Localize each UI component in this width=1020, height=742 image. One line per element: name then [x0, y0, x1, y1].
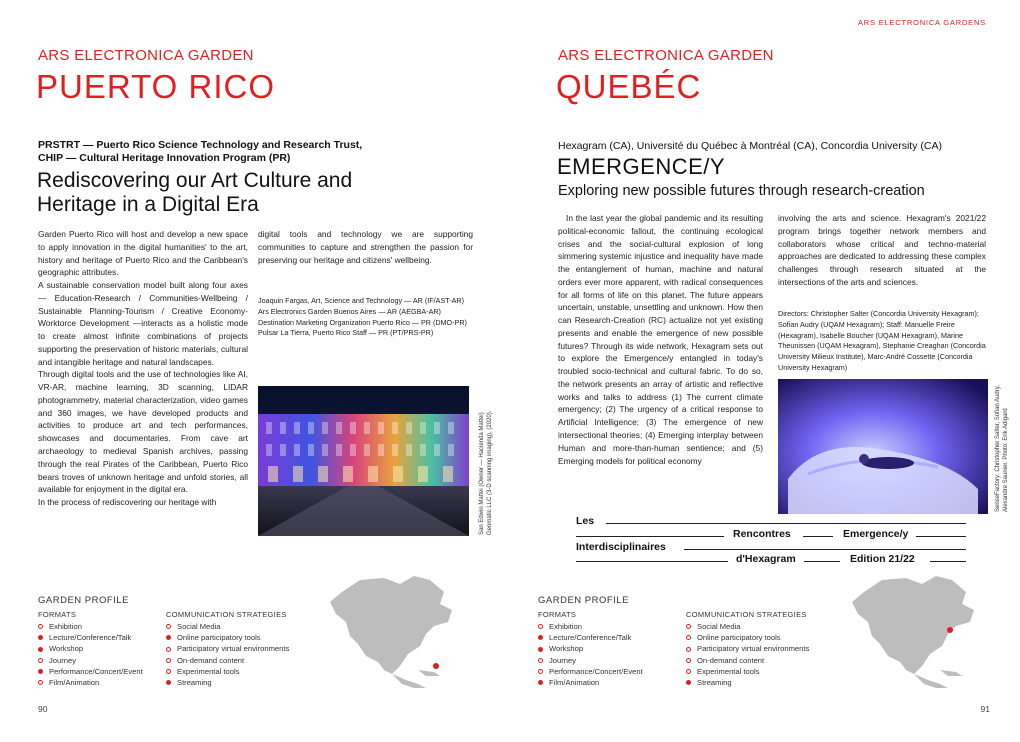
- rencontres-logo: [558, 513, 988, 571]
- logo-word: Interdisciplinaires: [576, 541, 666, 553]
- communication-section: [686, 610, 846, 688]
- body-paragraph: Through digital tools and the use of technologies like AI, VR-AR, machine learning, 3D scanning, LIDAR photogrammetry, material characterization, video games and 360 images, we have developed products and activities to produce art and tech performances, showcases and documentaries. From cave art archaeology to medieval Spanish archives, passing through the real Pirates of the Caribbean, Puerto Rico bears troves of unknown heritage and unfold stories, all available for enjoyment in the digital era.: [38, 369, 248, 495]
- logo-rule: [916, 536, 966, 537]
- comm-item: On-demand content: [686, 655, 846, 666]
- bullet-dot-icon: [38, 658, 43, 663]
- logo-word: Edition 21/22: [850, 553, 915, 565]
- credit-line: Destination Marketing Organization Puerto Rico — PR (DMO-PR): [258, 317, 467, 327]
- body-paragraph: digital tools and technology we are supporting communities to capture and strengthen the passion for preserving our heritage and citizens' wellbeing.: [258, 229, 473, 265]
- comm-item: Online participatory tools: [166, 632, 326, 643]
- format-item: Lecture/Conference/Talk: [538, 632, 658, 643]
- bullet-dot-icon: [38, 647, 43, 652]
- formats-list: [538, 621, 658, 688]
- body-column-1: [558, 212, 763, 467]
- page-number: 91: [980, 704, 990, 714]
- garden-title: QUEBÉC: [556, 68, 702, 105]
- format-item: Performance/Concert/Event: [38, 666, 158, 677]
- formats-section: [38, 610, 158, 688]
- comm-item: Streaming: [166, 677, 326, 688]
- credit-line: Joaquin Fargas, Art, Science and Technology — AR (IF/AST-AR): [258, 296, 465, 305]
- logo-rule: [804, 561, 840, 562]
- profile-title: GARDEN PROFILE: [38, 595, 129, 606]
- logo-rule: [803, 536, 833, 537]
- bullet-dot-icon: [38, 624, 43, 629]
- logo-word: Les: [576, 515, 595, 527]
- project-headline: Rediscovering our Art Culture and Heritage in a Digital Era: [37, 169, 353, 216]
- body-paragraph: In the last year the global pandemic and its resulting political-economic fallout, the continuing ecological crises and the social-cultural explosion of long simmering systemic injustice and inequality have made the entanglement of human, machine and natural orders ever more apparent, with radical consequences for all forms of life on this planet. The future appears uncertain, unstable, unsettling and unknown. How then can Research-Creation (RC) actualize not yet existing presents and enable the emergence of new possible futures? Through its wide network, Hexagram sets out to explore the Emergence/y entangled in today's troubled socio-technical and cultural fabric. To do so, the network presents an array of artistic and reflective works and talks to address (1) The current climate emergency; (2) The urgency of a critical response to Artificial Intelligence; (3) The emergence of new intersectional theories; (4) Emerging interplay between Human and more-than-human sentience; and (5) Emerging models for political economy: [558, 213, 763, 466]
- bullet-dot-icon: [538, 680, 543, 685]
- comm-item: Participatory virtual environments: [166, 643, 326, 654]
- credit-line: Ars Electronics Garden Buenos Aires — AR (AEGBA-AR): [258, 306, 441, 316]
- comm-item: Social Media: [166, 621, 326, 632]
- location-marker-icon: [433, 663, 439, 669]
- bullet-dot-icon: [686, 647, 691, 652]
- bullet-dot-icon: [166, 658, 171, 663]
- running-header: ARS ELECTRONICA GARDENS: [857, 18, 986, 27]
- formats-section: [538, 610, 658, 688]
- installation-photo: [778, 379, 988, 514]
- bullet-dot-icon: [38, 680, 43, 685]
- bullet-dot-icon: [166, 680, 171, 685]
- partners-line: PRSTRT — Puerto Rico Science Technology and Research Trust, CHIP — Cultural Heritage Innovation Program (PR): [38, 139, 363, 165]
- logo-rule: [930, 561, 966, 562]
- project-headline: EMERGENCE/Y: [557, 154, 726, 179]
- courtyard-photo: [258, 386, 469, 536]
- body-paragraph: Garden Puerto Rico will host and develop a new space to apply innovation in the digital humanities' to the art, history and heritage of Puerto Rico and the Caribbean's geographic attributes.: [38, 229, 248, 278]
- bullet-dot-icon: [686, 669, 691, 674]
- bullet-dot-icon: [686, 635, 691, 640]
- bullet-dot-icon: [38, 669, 43, 674]
- location-marker-icon: [947, 627, 953, 633]
- format-item: Exhibition: [538, 621, 658, 632]
- credits-list: [258, 296, 473, 339]
- garden-supertitle: ARS ELECTRONICA GARDEN: [558, 47, 774, 64]
- comm-item: Online participatory tools: [686, 632, 846, 643]
- bullet-dot-icon: [686, 680, 691, 685]
- partners-line: Hexagram (CA), Université du Québec à Montréal (CA), Concordia University (CA): [558, 140, 942, 152]
- format-item: Exhibition: [38, 621, 158, 632]
- logo-rule: [576, 561, 728, 562]
- format-item: Journey: [38, 655, 158, 666]
- logo-rule: [606, 523, 966, 524]
- photo-credit: San Edwin Mattei (Owner — Hacienda Mattei) Geomatic LLC (3-D scanning imaging), (2020).: [479, 410, 494, 535]
- bullet-dot-icon: [166, 624, 171, 629]
- communication-list: [166, 621, 326, 688]
- comm-item: Social Media: [686, 621, 846, 632]
- body-column-1: [38, 228, 248, 509]
- bullet-dot-icon: [538, 635, 543, 640]
- photo-credit: SenseFactory: Christopher Salter, Sofian Audry, Alexandre Saunier. Photo: Erik Adigard: [995, 385, 1010, 512]
- format-item: Performance/Concert/Event: [538, 666, 658, 677]
- logo-word: Rencontres: [733, 528, 791, 540]
- format-item: Film/Animation: [538, 677, 658, 688]
- format-item: Workshop: [538, 643, 658, 654]
- bullet-dot-icon: [686, 658, 691, 663]
- comm-item: Experimental tools: [686, 666, 846, 677]
- comm-item: Experimental tools: [166, 666, 326, 677]
- bullet-dot-icon: [538, 669, 543, 674]
- format-item: Film/Animation: [38, 677, 158, 688]
- logo-word: Emergence/y: [843, 528, 909, 540]
- logo-rule: [576, 536, 724, 537]
- comm-item: Participatory virtual environments: [686, 643, 846, 654]
- body-paragraph: A sustainable conservation model built along four axes — Education-Research / Communities-Wellbeing / Sustainable Planning-Tourism / Creative Economy-Worktorce Development —interacts as a holistic mode to create almost infinite combinations of projects supporting the preservation of historic materials, cultural and intangible heritage and natural landscapes.: [38, 280, 248, 367]
- formats-title: FORMATS: [38, 610, 77, 619]
- logo-word: d'Hexagram: [736, 553, 796, 565]
- directors-credits: Directors: Christopher Salter (Concordia University Hexagram); Sofian Audry (UQAM Hexagram); Staff: Manuelle Freire (Hexagram), Isabelle Boucher (UQAM Hexagram), Marine Theunissen (UQAM Hexagram), Stephanie Creaghan (Concordia University Milieux Institute), Marc-André Cossette (Concordia University Hexagram): [778, 309, 986, 372]
- bullet-dot-icon: [538, 647, 543, 652]
- formats-list: [38, 621, 158, 688]
- credit-line: Pulsar La Tierra, Puerto Rico Staff — PR (PT/PRS-PR): [258, 328, 434, 338]
- bullet-dot-icon: [166, 635, 171, 640]
- right-page: [510, 0, 1020, 742]
- north-america-map-icon: [844, 570, 994, 690]
- communication-list: [686, 621, 846, 688]
- body-paragraph: involving the arts and science. Hexagram's 2021/22 program brings together network members and collaborators whose critical and techno-material approaches are dedicated to addressing these complex challenges through research situated at the intersections of the arts and sciences.: [778, 213, 986, 287]
- bullet-dot-icon: [538, 624, 543, 629]
- format-item: Journey: [538, 655, 658, 666]
- logo-rule: [684, 549, 966, 550]
- profile-title: GARDEN PROFILE: [538, 595, 629, 606]
- north-america-map-icon: [322, 570, 472, 690]
- page-number: 90: [38, 704, 48, 714]
- bullet-dot-icon: [538, 658, 543, 663]
- bullet-dot-icon: [38, 635, 43, 640]
- bullet-dot-icon: [686, 624, 691, 629]
- comm-item: On-demand content: [166, 655, 326, 666]
- garden-supertitle: ARS ELECTRONICA GARDEN: [38, 47, 254, 64]
- communication-section: [166, 610, 326, 688]
- comm-item: Streaming: [686, 677, 846, 688]
- body-column-2: [258, 228, 473, 266]
- body-paragraph: In the process of rediscovering our heritage with: [38, 497, 217, 508]
- communication-title: COMMUNICATION STRATEGIES: [686, 610, 807, 619]
- format-item: Workshop: [38, 643, 158, 654]
- format-item: Lecture/Conference/Talk: [38, 632, 158, 643]
- project-subhead: Exploring new possible futures through research-creation: [558, 183, 925, 199]
- formats-title: FORMATS: [538, 610, 577, 619]
- bullet-dot-icon: [166, 669, 171, 674]
- communication-title: COMMUNICATION STRATEGIES: [166, 610, 287, 619]
- bullet-dot-icon: [166, 647, 171, 652]
- garden-title: PUERTO RICO: [36, 68, 275, 105]
- body-column-2: [778, 212, 986, 289]
